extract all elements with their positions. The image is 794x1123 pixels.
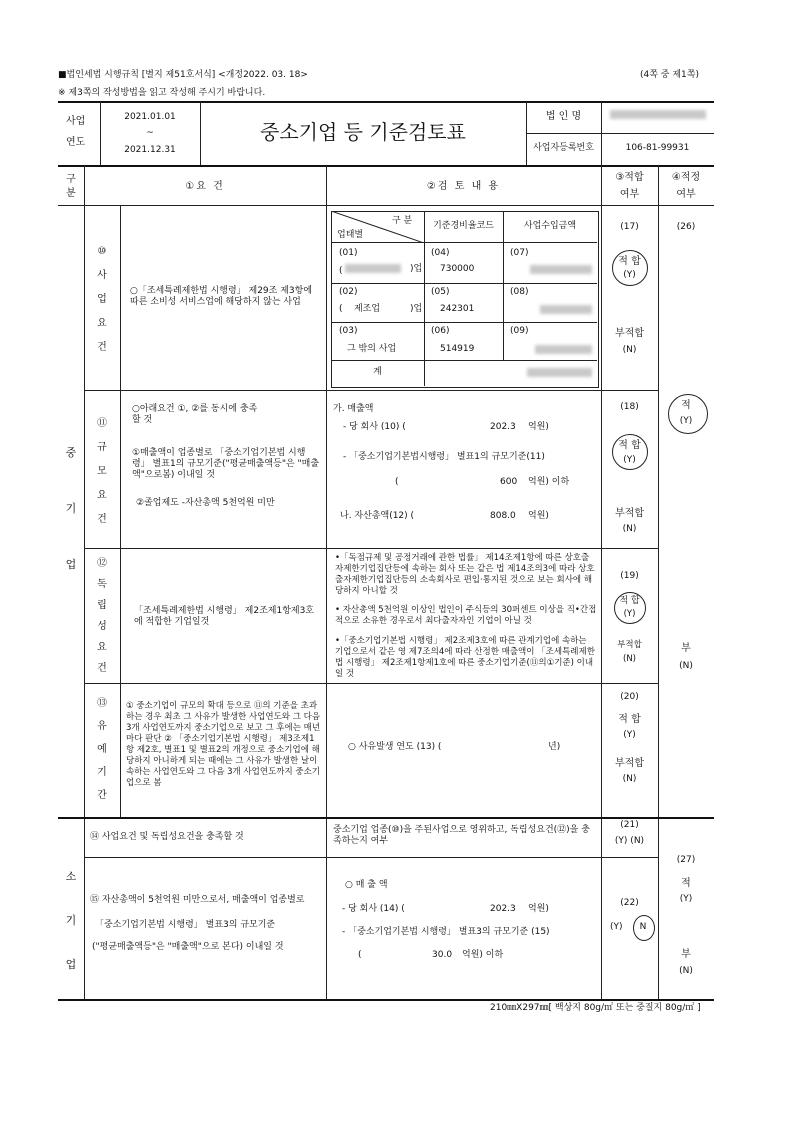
instruction-note: ※ 제3쪽의 작성방법을 읽고 작성해 주시기 바랍니다. (58, 88, 266, 98)
r1-income-no: (07) (510, 248, 529, 258)
suit-no-27: (27) (676, 855, 696, 865)
suit-yes-y: (Y) (679, 416, 693, 426)
fit-no-n-20: (N) (622, 774, 637, 784)
r1-code-no: (04) (431, 248, 450, 258)
small-rev-c: - 「중소기업기본법 시행령」 별표3의 규모기준 (15) (342, 927, 550, 937)
period-end: 2021.12.31 (124, 145, 176, 155)
indep-rev-3: •「중소기업기본법 시행령」 제2조제3호에 따른 관계기업에 속하는 기업으로서 같은 영 제7조의4에 따라 산정한 매출액이 「조세특례제한법 시행령」 제2조제1항제1호에 따른 중소기업기준(⑪의①기준) 이내일 것 (335, 636, 595, 679)
year-label-2: 연도 (66, 137, 86, 148)
fit-no-n-19: (N) (623, 654, 636, 664)
row-scale-req-2: ①매출액이 업종별로 「중소기업기본법 시행령」 별표1의 규모기준("평균매출액등"은 "매출액"으로봄) 이내일 것 (132, 448, 320, 480)
small-req-2a: ⑮ 자산총액이 5천억원 미만으로서, 매출액이 업종별로 (90, 895, 305, 905)
grace-review-a: ○ 사유발생 연도 (13) ( (348, 742, 442, 752)
fit-yes-20: 적 합 (618, 714, 641, 725)
r2-no: (02) (339, 287, 358, 297)
suit-no-label-27: 부 (681, 949, 691, 960)
small-req-2c: ("평균매출액등"은 "매출액"으로 본다) 이내일 것 (92, 942, 284, 952)
law-reference: ■법인세법 시행규칙 [별지 제51호서식] <개정2022. 03. 18> (58, 70, 308, 80)
small-rev-d-open: ( (358, 950, 362, 960)
corp-name-label: 법 인 명 (545, 111, 582, 122)
r3-code: 514919 (440, 344, 475, 354)
small-rev-d-unit: 억원) 이하 (462, 950, 504, 960)
small-review-1: 중소기업 업종(⑩)을 주된사업으로 영위하고, 독립성요건(⑫)을 충족하는지 여부 (333, 825, 590, 846)
fit-yn-21: (Y) (N) (614, 836, 645, 846)
section-sme: 중 기 업 (65, 446, 77, 571)
col-code: 기준경비율코드 (433, 221, 494, 231)
col-category-1: 구 (66, 174, 76, 185)
r2-suffix: )업 (410, 304, 423, 314)
fit-yes-y-19: (Y) (623, 609, 636, 619)
biz-no-label: 사업자등록번호 (533, 143, 594, 153)
suit-no-n: (N) (679, 661, 693, 671)
indep-rev-1: •「독점규제 및 공정거래에 관한 법률」 제14조제1항에 따른 상호출자제한기업집단등에 속하는 회사 또는 같은 법 제14조의3에 따라 상호출자제한기업집단등의 소속회사로 편입·통지된 것으로 보는 회사에 해당하지 아니할 것 (335, 553, 595, 596)
scale-rev-d-val: 600 (500, 477, 518, 487)
suit-yes-y-27: (Y) (679, 894, 693, 904)
r1-income (530, 265, 592, 277)
r1-code: 730000 (440, 264, 475, 274)
year-label-1: 사업 (66, 116, 86, 127)
fit-y-22: (Y) (610, 922, 623, 932)
r2-name: ( 제조업 (339, 304, 381, 314)
col-income: 사업수입금액 (523, 221, 577, 231)
scale-rev-b-val: 202.3 (490, 422, 516, 432)
page-info: (4쪽 중 제1쪽) (640, 70, 699, 80)
r1-no: (01) (339, 248, 358, 258)
row-scale-req-3: ②졸업제도 -자산총액 5천억원 미만 (136, 498, 275, 508)
suit-no-26: (26) (676, 222, 696, 232)
r3-code-no: (06) (431, 326, 450, 336)
scale-rev-a: 가. 매출액 (333, 404, 374, 414)
indep-rev-2: • 자산총액 5천억원 이상인 법인이 주식등의 30퍼센트 이상을 직•간접적으로 소유한 경우로서 최다출자자인 기업이 아닐 것 (335, 605, 597, 626)
grace-review-b: 년) (548, 742, 561, 752)
col-category-2: 분 (66, 188, 76, 199)
r3-name: 그 밖의 사업 (347, 344, 397, 354)
r1-suffix: )업 (410, 264, 423, 274)
row-business-requirement: ○「조세특례제한법 시행령」 제29조 제3항에 따른 소비성 서비스업에 해당하지 않는 사업 (130, 286, 313, 307)
fit-yes-19: 적 합 (619, 596, 640, 606)
total-income (527, 368, 592, 380)
suit-no: 부 (681, 643, 691, 654)
diag-top: 구 분 (392, 216, 413, 226)
paper-spec: 210㎜X297㎜[ 백상지 80g/㎡ 또는 중질지 80g/㎡ ] (490, 1003, 701, 1013)
r1-name: ( (339, 264, 401, 277)
col-suit-2: 여부 (676, 189, 696, 200)
fit-no-n-17: (N) (622, 345, 637, 355)
r2-code: 242301 (440, 304, 475, 314)
diag-bottom: 업태별 (337, 230, 364, 240)
fit-no-label-20: 부적합 (615, 758, 644, 769)
fit-yes-17: 적 합 (618, 256, 641, 267)
fit-no-label-19: 부적합 (617, 640, 642, 650)
suit-no-n-27: (N) (679, 966, 693, 976)
small-rev-a: ○ 매 출 액 (345, 880, 388, 890)
total-label: 계 (373, 367, 382, 377)
row-indep-label: ⑫ 독 립 성 요 건 (97, 558, 107, 674)
row-grace-label: ⑬ 유 예 기 간 (97, 698, 107, 801)
period-start: 2021.01.01 (124, 112, 176, 122)
fit-no-18: (18) (620, 402, 639, 412)
suit-yes-27: 적 (681, 878, 691, 889)
scale-rev-b: - 당 회사 (10) ( (343, 422, 406, 432)
corp-name-value (610, 110, 706, 122)
col-fit-1: ③적합 (615, 172, 644, 183)
scale-rev-e-val: 808.0 (490, 511, 516, 521)
fit-yes-y-18: (Y) (623, 455, 636, 465)
fit-yes-18: 적 합 (618, 440, 641, 451)
scale-rev-e: 나. 자산총액(12) ( (340, 511, 415, 521)
r3-income-no: (09) (510, 326, 529, 336)
r3-income (535, 345, 592, 357)
fit-no-label-18: 부적합 (615, 508, 644, 519)
row-scale-label: ⑪ 규 모 요 건 (97, 418, 107, 525)
small-rev-d-val: 30.0 (432, 950, 453, 960)
fit-no-label-17: 부적합 (615, 328, 644, 339)
col-suit-1: ④적정 (671, 172, 701, 183)
scale-rev-d-open: ( (395, 477, 399, 487)
scale-rev-d-unit: 억원) 이하 (528, 477, 570, 487)
small-req-1: ⑭ 사업요건 및 독립성요건을 충족할 것 (90, 832, 244, 842)
fit-no-n-18: (N) (622, 524, 637, 534)
suit-yes: 적 (681, 400, 691, 411)
period-tilde: ~ (146, 128, 154, 138)
row-business-label: ⑩ 사 업 요 건 (97, 246, 107, 353)
biz-no: 106-81-99931 (625, 143, 690, 153)
form-title: 중소기업 등 기준검토표 (260, 120, 466, 144)
small-rev-b-val: 202.3 (490, 904, 516, 914)
fit-n-22: N (639, 922, 647, 932)
section-small: 소 기 업 (65, 870, 77, 971)
small-rev-b-unit: 억원) (528, 904, 549, 914)
row-indep-requirement: 「조세특례제한법 시행령」 제2조제1항제3호에 적합한 기업일것 (134, 606, 315, 627)
col-fit-2: 여부 (619, 189, 640, 200)
fit-yes-y-20: (Y) (623, 730, 636, 740)
fit-no-19: (19) (620, 571, 639, 581)
row-grace-requirement: ① 중소기업이 규모의 확대 등으로 ⑪의 기준을 초과하는 경우 최초 그 사유가 발생한 사업연도와 그 다음 3개 사업연도까지 중소기업으로 보고 그 후에는 매년마다 판단 ② 「중소기업기본법 시행령」 제3조제1항 제2호, 별표1 및 별표2의 개정으로 중소기업에 해당하지 아니하게 되는 때에는 그 사유가 발생한 날이 속하는 사업연도와 그 다음 3개 사업연도까지 중소기업으로 봄 (126, 701, 321, 788)
scale-rev-e-unit: 억원) (528, 511, 549, 521)
r2-income-no: (08) (510, 287, 529, 297)
fit-yes-y-17: (Y) (623, 270, 636, 280)
r2-code-no: (05) (431, 287, 450, 297)
r2-income (540, 305, 592, 317)
row-scale-req-1: ○아래요건 ①, ②를 동시에 충족할 것 (132, 404, 258, 425)
r3-no: (03) (339, 326, 358, 336)
scale-rev-b-unit: 억원) (528, 422, 549, 432)
col-review: ②검 토 내 용 (426, 181, 501, 192)
small-rev-b: - 당 회사 (14) ( (342, 904, 405, 914)
fit-no-22: (22) (620, 898, 639, 908)
scale-rev-c: - 「중소기업기본법시행령」 별표1의 규모기준(11) (343, 452, 545, 462)
fit-no-17: (17) (620, 222, 639, 232)
fit-no-21: (21) (620, 820, 639, 830)
fit-no-20: (20) (620, 692, 639, 702)
col-requirement: ①요 건 (185, 181, 225, 192)
small-req-2b: 「중소기업기본법 시행령」 별표3의 규모기준 (95, 920, 276, 930)
